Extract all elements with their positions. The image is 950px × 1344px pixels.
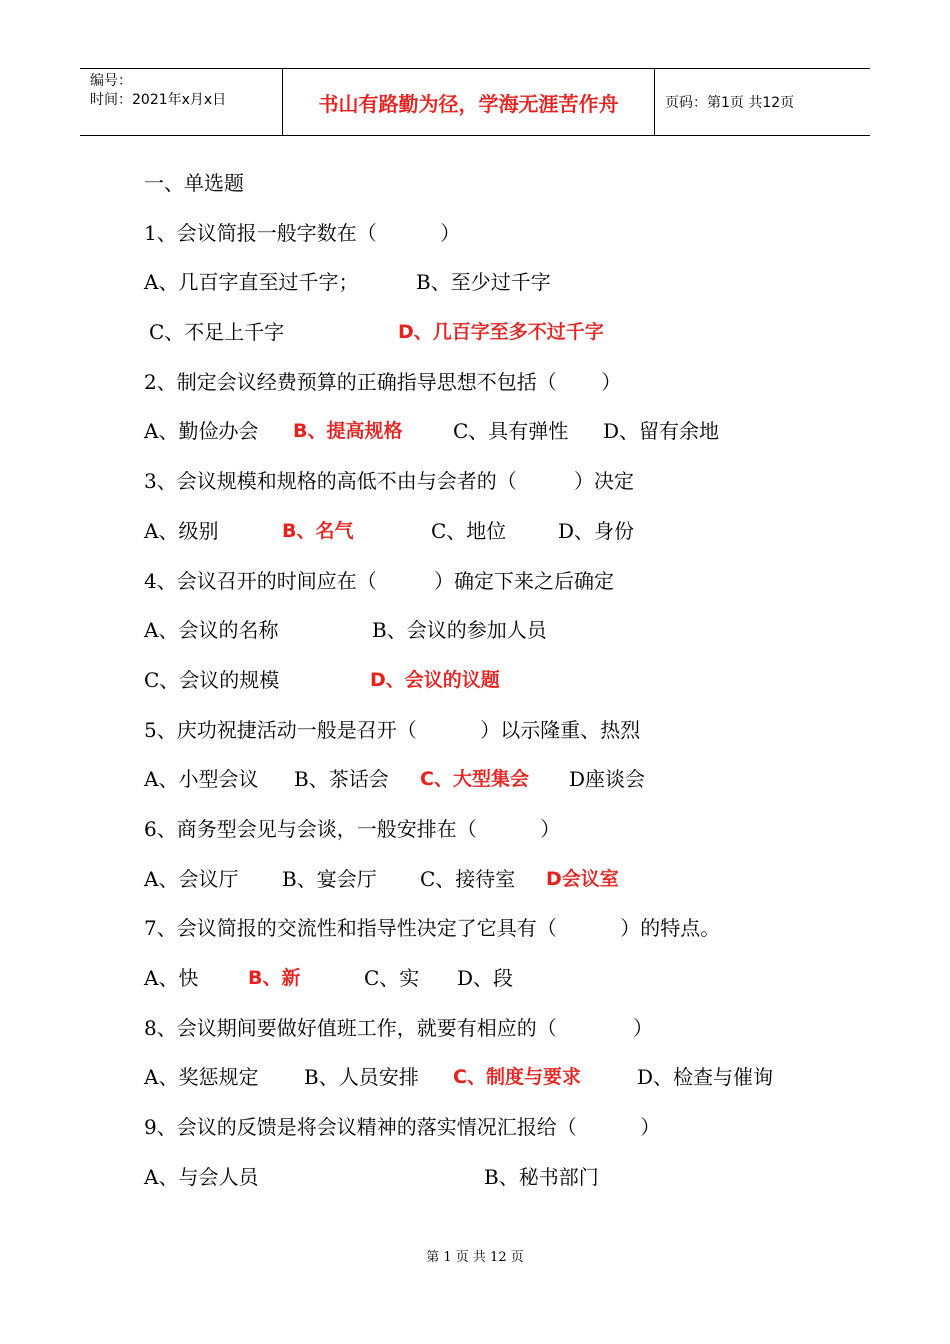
- option: B、秘书部门: [484, 1164, 599, 1189]
- question-text: 3、会议规模和规格的高低不由与会者的（ ）决定: [144, 469, 634, 494]
- section-title: 一、单选题: [144, 171, 244, 195]
- answer-option: C、大型集会: [420, 768, 529, 791]
- option: C、不足上千字: [149, 320, 285, 345]
- option: D、留有余地: [603, 419, 720, 444]
- option: B、会议的参加人员: [372, 618, 547, 643]
- answer-option: B、新: [248, 967, 301, 989]
- options-row: [144, 413, 844, 463]
- option: A、级别: [144, 518, 219, 543]
- option: A、会议厅: [144, 866, 239, 891]
- answer-option: B、名气: [282, 519, 354, 542]
- answer-option: B、提高规格: [293, 420, 403, 443]
- option: A、勤俭办会: [144, 419, 259, 444]
- question-text: 2、制定会议经费预算的正确指导思想不包括（ ）: [144, 369, 622, 394]
- option: D、身份: [558, 518, 635, 543]
- option: A、小型会议: [144, 767, 259, 792]
- options-row: [144, 960, 844, 1010]
- option: D、检查与催询: [637, 1065, 774, 1090]
- option: C、具有弹性: [453, 419, 569, 444]
- page-footer: 第 1 页 共 12 页: [426, 1250, 524, 1265]
- option: B、宴会厅: [282, 866, 377, 891]
- options-row: [144, 861, 844, 911]
- option: B、茶话会: [294, 767, 389, 792]
- question-text: 1、会议简报一般字数在（ ）: [144, 220, 461, 245]
- option: A、会议的名称: [144, 618, 279, 643]
- option: A、奖惩规定: [144, 1065, 259, 1090]
- option: B、人员安排: [304, 1065, 419, 1090]
- option: A、与会人员: [144, 1164, 259, 1189]
- option: C、接待室: [420, 866, 516, 891]
- document-number-label: 编号：: [90, 73, 132, 89]
- options-row: [144, 662, 844, 712]
- question-text: 8、会议期间要做好值班工作，就要有相应的（ ）: [144, 1015, 654, 1040]
- options-row: [144, 612, 844, 662]
- answer-option: D、会议的议题: [370, 668, 500, 691]
- option: C、会议的规模: [144, 667, 280, 692]
- option: C、地位: [431, 518, 507, 543]
- options-row: [144, 1059, 844, 1109]
- options-row: [144, 761, 844, 811]
- option: C、实: [364, 966, 420, 990]
- option: D、段: [457, 966, 514, 990]
- answer-option: D会议室: [546, 867, 619, 890]
- options-row: [144, 1159, 844, 1209]
- question-list: [144, 165, 844, 1208]
- options-row: [144, 513, 844, 563]
- answer-option: C、制度与要求: [453, 1066, 581, 1089]
- answer-option: D、几百字至多不过千字: [398, 321, 604, 344]
- header-meta: [80, 69, 283, 135]
- option: D座谈会: [569, 767, 646, 792]
- question-text: 9、会议的反馈是将会议精神的落实情况汇报给（ ）: [144, 1115, 661, 1140]
- question-text: 5、庆功祝捷活动一般是召开（ ）以示隆重、热烈: [144, 717, 641, 742]
- question-text: 4、会议召开的时间应在（ ）确定下来之后确定: [144, 568, 614, 593]
- option: B、至少过千字: [416, 270, 551, 295]
- options-row: [144, 264, 844, 314]
- option: A、快: [144, 966, 199, 990]
- question-text: 6、商务型会见与会谈，一般安排在（ ）: [144, 816, 561, 841]
- header-motto: 书山有路勤为径，学海无涯苦作舟: [283, 69, 655, 135]
- page-header: [80, 68, 870, 136]
- header-page-label: 页码：第1页 共12页: [665, 95, 795, 111]
- document-time-label: 时间：2021年x月x日: [90, 92, 227, 108]
- option: A、几百字直至过千字；: [144, 270, 359, 295]
- options-row: [144, 314, 844, 364]
- question-text: 7、会议简报的交流性和指导性决定了它具有（ ）的特点。: [144, 916, 721, 941]
